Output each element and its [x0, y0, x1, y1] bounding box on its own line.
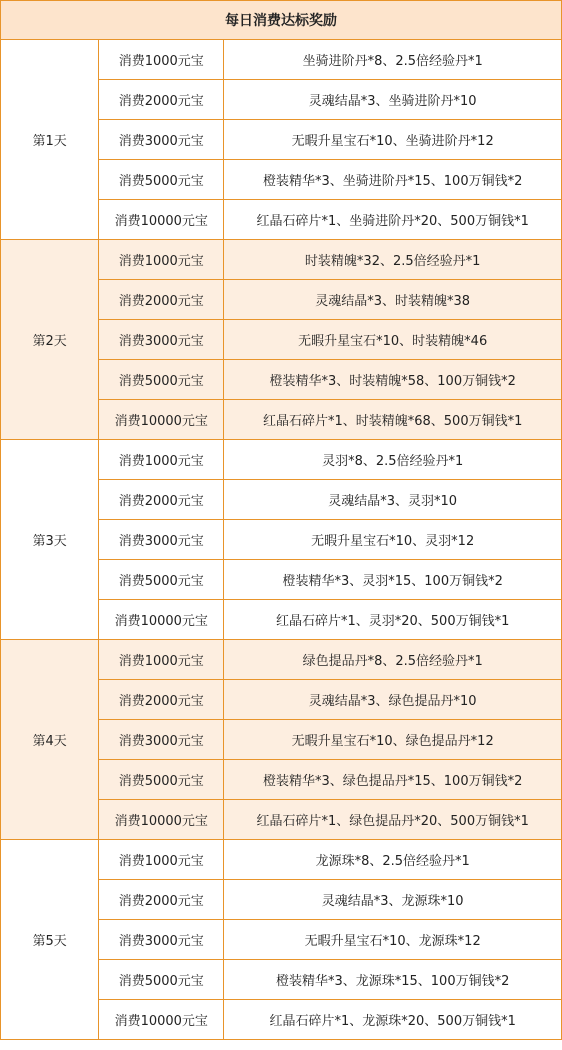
reward-cell: 红晶石碎片*1、绿色提品丹*20、500万铜钱*1 [224, 800, 562, 840]
table-row [1, 440, 562, 480]
reward-cell: 灵魂结晶*3、坐骑进阶丹*10 [224, 80, 562, 120]
spend-threshold-cell: 消费5000元宝 [99, 160, 224, 200]
reward-cell: 无暇升星宝石*10、时装精魄*46 [224, 320, 562, 360]
reward-cell: 橙装精华*3、时装精魄*58、100万铜钱*2 [224, 360, 562, 400]
reward-cell: 灵魂结晶*3、时装精魄*38 [224, 280, 562, 320]
spend-threshold-cell: 消费3000元宝 [99, 120, 224, 160]
spend-threshold-cell: 消费2000元宝 [99, 880, 224, 920]
spend-threshold-cell: 消费10000元宝 [99, 800, 224, 840]
table-row [1, 840, 562, 880]
reward-cell: 橙装精华*3、坐骑进阶丹*15、100万铜钱*2 [224, 160, 562, 200]
spend-threshold-cell: 消费3000元宝 [99, 920, 224, 960]
reward-cell: 无暇升星宝石*10、龙源珠*12 [224, 920, 562, 960]
reward-cell: 橙装精华*3、灵羽*15、100万铜钱*2 [224, 560, 562, 600]
table-row [1, 640, 562, 680]
day-label-cell: 第1天 [1, 40, 99, 240]
day-label-cell: 第3天 [1, 440, 99, 640]
day-label-cell: 第4天 [1, 640, 99, 840]
reward-cell: 绿色提品丹*8、2.5倍经验丹*1 [224, 640, 562, 680]
spend-threshold-cell: 消费3000元宝 [99, 520, 224, 560]
reward-cell: 红晶石碎片*1、坐骑进阶丹*20、500万铜钱*1 [224, 200, 562, 240]
spend-threshold-cell: 消费1000元宝 [99, 640, 224, 680]
spend-threshold-cell: 消费10000元宝 [99, 200, 224, 240]
spend-threshold-cell: 消费5000元宝 [99, 560, 224, 600]
table-header-row [1, 1, 562, 40]
spend-threshold-cell: 消费10000元宝 [99, 1000, 224, 1040]
reward-cell: 无暇升星宝石*10、绿色提品丹*12 [224, 720, 562, 760]
day-label-cell: 第2天 [1, 240, 99, 440]
reward-cell: 无暇升星宝石*10、灵羽*12 [224, 520, 562, 560]
table-row [1, 40, 562, 80]
reward-cell: 灵魂结晶*3、灵羽*10 [224, 480, 562, 520]
spend-threshold-cell: 消费3000元宝 [99, 320, 224, 360]
spend-threshold-cell: 消费1000元宝 [99, 440, 224, 480]
spend-threshold-cell: 消费10000元宝 [99, 600, 224, 640]
reward-table-body [1, 40, 562, 1040]
spend-threshold-cell: 消费1000元宝 [99, 840, 224, 880]
reward-cell: 龙源珠*8、2.5倍经验丹*1 [224, 840, 562, 880]
reward-cell: 坐骑进阶丹*8、2.5倍经验丹*1 [224, 40, 562, 80]
reward-cell: 橙装精华*3、龙源珠*15、100万铜钱*2 [224, 960, 562, 1000]
reward-cell: 红晶石碎片*1、时装精魄*68、500万铜钱*1 [224, 400, 562, 440]
spend-threshold-cell: 消费5000元宝 [99, 960, 224, 1000]
spend-threshold-cell: 消费2000元宝 [99, 80, 224, 120]
reward-cell: 时装精魄*32、2.5倍经验丹*1 [224, 240, 562, 280]
reward-cell: 灵羽*8、2.5倍经验丹*1 [224, 440, 562, 480]
spend-threshold-cell: 消费2000元宝 [99, 280, 224, 320]
spend-threshold-cell: 消费5000元宝 [99, 360, 224, 400]
spend-threshold-cell: 消费1000元宝 [99, 240, 224, 280]
spend-threshold-cell: 消费10000元宝 [99, 400, 224, 440]
reward-cell: 红晶石碎片*1、灵羽*20、500万铜钱*1 [224, 600, 562, 640]
reward-cell: 红晶石碎片*1、龙源珠*20、500万铜钱*1 [224, 1000, 562, 1040]
spend-threshold-cell: 消费2000元宝 [99, 680, 224, 720]
spend-threshold-cell: 消费2000元宝 [99, 480, 224, 520]
spend-threshold-cell: 消费3000元宝 [99, 720, 224, 760]
reward-cell: 无暇升星宝石*10、坐骑进阶丹*12 [224, 120, 562, 160]
reward-cell: 橙装精华*3、绿色提品丹*15、100万铜钱*2 [224, 760, 562, 800]
day-label-cell: 第5天 [1, 840, 99, 1040]
table-title: 每日消费达标奖励 [1, 1, 562, 40]
reward-cell: 灵魂结晶*3、龙源珠*10 [224, 880, 562, 920]
spend-threshold-cell: 消费1000元宝 [99, 40, 224, 80]
spend-threshold-cell: 消费5000元宝 [99, 760, 224, 800]
reward-cell: 灵魂结晶*3、绿色提品丹*10 [224, 680, 562, 720]
table-row [1, 240, 562, 280]
